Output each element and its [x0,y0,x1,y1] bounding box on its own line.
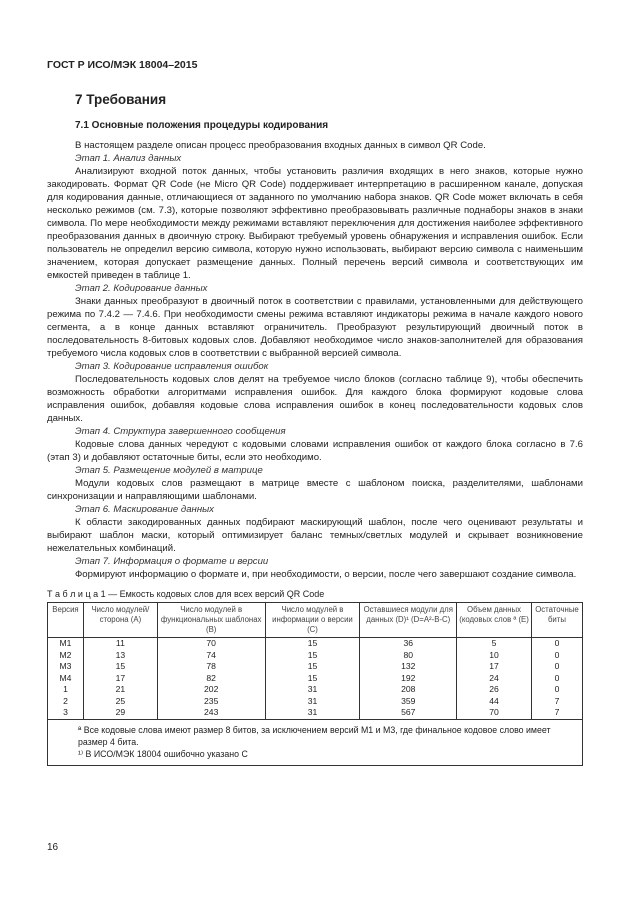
table-cell: 5 [457,638,532,650]
intro-paragraph: В настоящем разделе описан процесс преобразования входных данных в символ QR Code. [75,140,486,151]
table-cell: 15 [265,638,360,650]
table-cell: 235 [157,696,265,708]
table-cell: 0 [531,650,582,662]
table-cell: 31 [265,696,360,708]
document-header: ГОСТ Р ИСО/МЭК 18004–2015 [47,59,198,71]
table-cell: 78 [157,661,265,673]
table-cell: 36 [360,638,457,650]
table-cell: 359 [360,696,457,708]
table-cell: 0 [531,673,582,685]
table-cell: 21 [83,684,157,696]
table-notes [48,719,583,765]
table-cell: M4 [48,673,84,685]
table-cell: 82 [157,673,265,685]
stage-2-text: Знаки данных преобразуют в двоичный поток в соответствии с правилами, установленными для действующего режима по 7.4.2 — 7.4.6. При необходимости смены режима вставляют индикаторы режима в начале каждого нового сегмента, а в конце данных вставляют ограничитель. Преобразуют результирующий двоичный поток в последовательность 8-битовых кодовых слов. Добавляют необходимое число знаков-заполнителей для образования требуемого числа кодовых слов в соответствии с выбранной версией символа. [47,296,583,359]
table-cell: 15 [265,673,360,685]
col-header: Остаточные биты [531,603,582,638]
col-header: Версия [48,603,84,638]
table-row [48,696,583,708]
table-caption: Т а б л и ц а 1 — Емкость кодовых слов для всех версий QR Code [47,589,325,599]
table-cell: M1 [48,638,84,650]
table-cell: 0 [531,638,582,650]
table-cell: 202 [157,684,265,696]
table-cell: 567 [360,707,457,719]
stage-1-text: Анализируют входной поток данных, чтобы установить различия входящих в него знаков, которые нужно закодировать. Формат QR Code (не Micro QR Code) поддерживает интерпретацию в расширенном канале, допуская для кодирования данные, отличающиеся от заданного по умолчанию набора знаков. QR Code может включать в себя несколько режимов (см. 7.3), которые позволяют эффективно преобразовывать различные поднаборы знаков в знаки символа. По мере необходимости между режимами вставляют переключения для достижения наиболее эффективного преобразования данных в двоичную строку. Выбирают требуемый уровень обнаружения и исправления ошибок. Если пользователь не определил версию символа, которую нужно использовать, выбирают версию символа с наименьшим значением, которая допускает размещение данных. Полный перечень версий символа и соответствующих им емкостей приведен в таблице 1. [47,166,583,281]
table-cell: 208 [360,684,457,696]
table-cell: 7 [531,696,582,708]
table-cell: 243 [157,707,265,719]
stage-5-text: Модули кодовых слов размещают в матрице вместе с шаблоном поиска, разделителями, шаблонами синхронизации и направляющими шаблонами. [47,478,583,502]
table-cell: 24 [457,673,532,685]
table-cell: 44 [457,696,532,708]
table-cell: 0 [531,661,582,673]
table-cell: 31 [265,707,360,719]
col-header: Оставшиеся модули для данных (D)¹ (D=A²-B-C) [360,603,457,638]
table-cell: 31 [265,684,360,696]
table-cell: 74 [157,650,265,662]
table-cell: 2 [48,696,84,708]
stage-6-title: Этап 6. Маскирование данных [75,504,214,515]
table-cell: 15 [83,661,157,673]
footnote-1: ¹⁾ В ИСО/МЭК 18004 ошибочно указано C [78,748,248,759]
table-row [48,650,583,662]
table-cell: 15 [265,650,360,662]
col-header: Число модулей в функциональных шаблонах (B) [157,603,265,638]
col-header: Число модулей/ сторона (A) [83,603,157,638]
table-cell: 80 [360,650,457,662]
table-cell: 10 [457,650,532,662]
stage-7-title: Этап 7. Информация о формате и версии [75,556,269,567]
table-row [48,707,583,719]
stage-2-title: Этап 2. Кодирование данных [75,283,208,294]
table-row [48,661,583,673]
table-cell: 7 [531,707,582,719]
table-cell: 13 [83,650,157,662]
capacity-table [47,602,583,766]
stage-3-text: Последовательность кодовых слов делят на требуемое число блоков (согласно таблице 9), чтобы обеспечить возможность обработки алгоритмами исправления ошибок. Для каждого блока формируют кодовые слова исправления ошибок, добавляя кодовые слова исправления ошибок в конец последовательности кодовых слов данных. [47,374,583,424]
table-header-row [48,603,583,638]
table-row [48,673,583,685]
table-cell: 26 [457,684,532,696]
table-cell: 70 [157,638,265,650]
document-body [47,119,583,766]
table-cell: M2 [48,650,84,662]
table-cell: 17 [457,661,532,673]
subsection-title: 7.1 Основные положения процедуры кодирования [75,120,329,131]
page-number: 16 [47,842,59,853]
table-cell: 17 [83,673,157,685]
table-cell: 132 [360,661,457,673]
table-cell: 11 [83,638,157,650]
table-cell: 192 [360,673,457,685]
table-row [48,638,583,650]
footnote-a: ª Все кодовые слова имеют размер 8 битов, за исключением версий M1 и M3, где финальное кодовое слово имеет размер 4 бита. [78,724,551,747]
stage-4-title: Этап 4. Структура завершенного сообщения [75,426,286,437]
stage-6-text: К области закодированных данных подбирают маскирующий шаблон, после чего оценивают результаты и выбирают шаблон маски, который оптимизирует баланс темных/светлых модулей и скрывает возникновение нежелательных комбинаций. [47,517,583,554]
table-cell: 1 [48,684,84,696]
table-cell: 29 [83,707,157,719]
table-cell: M3 [48,661,84,673]
stage-3-title: Этап 3. Кодирование исправления ошибок [75,361,269,372]
stage-1-title: Этап 1. Анализ данных [75,153,182,164]
stage-7-text: Формируют информацию о формате и, при необходимости, о версии, после чего завершают создание символа. [75,569,577,580]
table-cell: 25 [83,696,157,708]
table-row [48,684,583,696]
stage-5-title: Этап 5. Размещение модулей в матрице [75,465,263,476]
col-header: Число модулей в информации о версии (C) [265,603,360,638]
table-cell: 15 [265,661,360,673]
stage-4-text: Кодовые слова данных чередуют с кодовыми словами исправления ошибок от каждого блока согласно в 7.6 (этап 3) и добавляют остаточные биты, если это необходимо. [47,439,583,463]
table-cell: 70 [457,707,532,719]
col-header: Объем данных (кодовых слов ª (E) [457,603,532,638]
section-title: 7 Требования [75,92,167,107]
table-cell: 0 [531,684,582,696]
table-cell: 3 [48,707,84,719]
